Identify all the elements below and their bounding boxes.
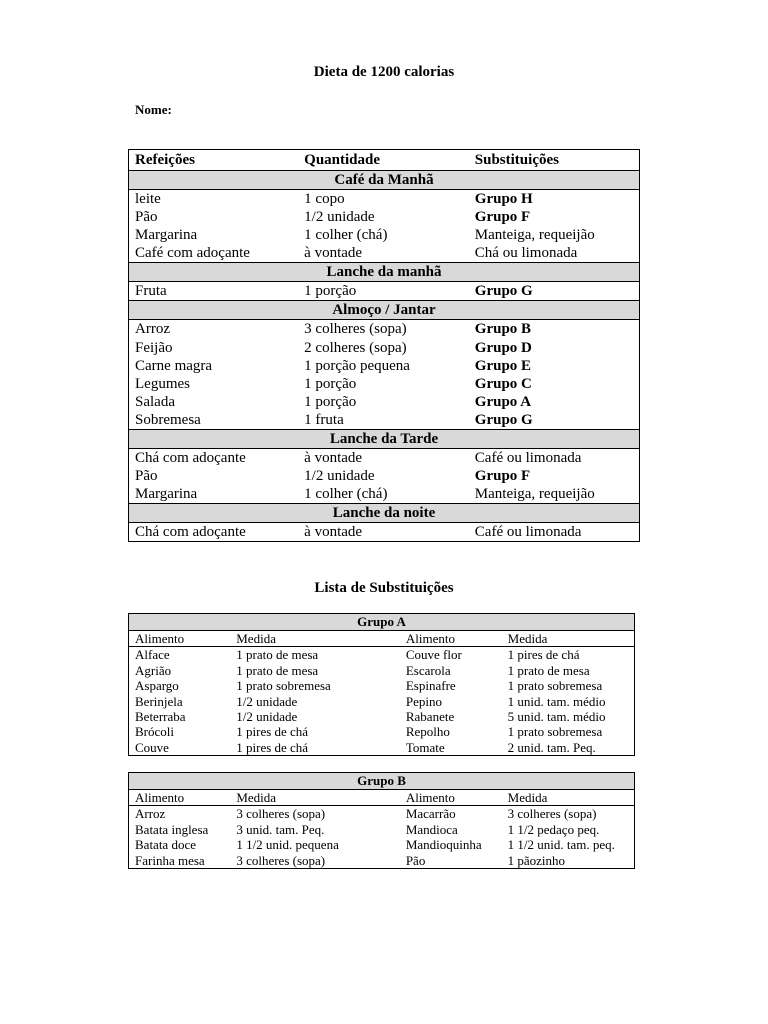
food-cell: Mandioca xyxy=(405,821,458,837)
food-cell: Farinha mesa xyxy=(135,852,205,868)
measure-cell: 1 pires de chá xyxy=(236,724,309,740)
measure-cell: 3 colheres (sopa) xyxy=(236,806,326,822)
meal-section-title: Lanche da manhã xyxy=(129,263,640,282)
quantity-cell: 1 porção xyxy=(304,375,357,392)
food-header: Alimento xyxy=(400,790,502,806)
quantity-cell: 2 colheres (sopa) xyxy=(304,339,407,356)
food-cell: Arroz xyxy=(135,321,170,338)
quantity-cell: 3 colheres (sopa) xyxy=(304,321,407,338)
food-cell: Margarina xyxy=(135,486,198,503)
food-cell: Café com adoçante xyxy=(135,245,250,262)
meal-section-title: Lanche da noite xyxy=(129,504,640,523)
table-row xyxy=(129,226,640,244)
food-cell: Fruta xyxy=(135,283,167,300)
food-cell: Salada xyxy=(135,393,175,410)
food-cell: Batata inglesa xyxy=(135,821,209,837)
meal-section-header xyxy=(129,171,640,190)
food-header: Alimento xyxy=(400,631,502,647)
diet-header-row xyxy=(129,150,640,171)
table-row xyxy=(129,837,635,852)
food-cell: Brócoli xyxy=(135,724,174,740)
food-cell: Legumes xyxy=(135,375,190,392)
measure-header: Medida xyxy=(502,631,635,647)
food-cell: leite xyxy=(135,191,161,207)
substitution-cell: Grupo A xyxy=(474,393,532,410)
food-header: Alimento xyxy=(129,631,231,647)
table-row xyxy=(129,724,635,739)
food-cell: Escarola xyxy=(405,662,451,678)
food-cell: Pão xyxy=(135,468,158,485)
substitution-cell: Café ou limonada xyxy=(474,450,582,467)
table-row xyxy=(129,244,640,263)
substitution-cell: Manteiga, requeijão xyxy=(474,227,595,244)
meal-header: Refeições xyxy=(135,152,195,168)
substitution-cell: Chá ou limonada xyxy=(474,245,578,262)
substitution-cell: Grupo G xyxy=(474,283,533,300)
measure-header: Medida xyxy=(230,790,400,806)
table-row xyxy=(129,357,640,375)
measure-cell: 2 unid. tam. Peq. xyxy=(507,739,596,755)
food-cell: Repolho xyxy=(405,724,450,740)
meal-section-title: Café da Manhã xyxy=(129,171,640,190)
food-cell: Batata doce xyxy=(135,837,196,853)
group-a-table xyxy=(128,613,635,756)
table-row xyxy=(129,709,635,724)
substitution-list-title: Lista de Substituições xyxy=(314,580,454,596)
substitution-cell: Grupo C xyxy=(474,375,532,392)
food-cell: Alface xyxy=(135,647,170,663)
table-row xyxy=(129,467,640,485)
measure-cell: 1 prato de mesa xyxy=(236,662,319,678)
measure-header: Medida xyxy=(230,631,400,647)
food-cell: Pepino xyxy=(405,693,442,709)
group-b-table xyxy=(128,772,635,869)
substitution-cell: Café ou limonada xyxy=(474,524,582,541)
food-cell: Mandioquinha xyxy=(405,837,482,853)
measure-cell: 1 prato sobremesa xyxy=(507,724,603,740)
substitution-cell: Grupo F xyxy=(474,209,531,226)
table-row xyxy=(129,822,635,837)
diet-table xyxy=(128,149,640,542)
quantity-cell: 1 porção xyxy=(304,283,357,300)
table-row xyxy=(129,647,635,663)
food-cell: Espinafre xyxy=(405,678,456,694)
meal-section-header xyxy=(129,504,640,523)
quantity-cell: 1/2 unidade xyxy=(304,468,375,485)
substitution-cell: Manteiga, requeijão xyxy=(474,486,595,503)
food-cell: Pão xyxy=(135,209,158,226)
measure-cell: 3 unid. tam. Peq. xyxy=(236,821,325,837)
food-cell: Pão xyxy=(405,852,426,868)
quantity-cell: 1 colher (chá) xyxy=(304,486,388,503)
measure-cell: 1 prato de mesa xyxy=(236,647,319,663)
food-cell: Margarina xyxy=(135,227,198,244)
table-row xyxy=(129,282,640,301)
meal-section-header xyxy=(129,430,640,449)
group-column-header-row xyxy=(129,631,635,647)
table-row xyxy=(129,694,635,709)
quantity-cell: à vontade xyxy=(304,524,363,541)
food-cell: Sobremesa xyxy=(135,411,201,428)
group-title: Grupo B xyxy=(129,773,635,790)
food-cell: Couve flor xyxy=(405,647,462,663)
food-cell: Carne magra xyxy=(135,357,213,374)
food-cell: Arroz xyxy=(135,806,166,822)
table-row xyxy=(129,190,640,209)
table-row xyxy=(129,339,640,357)
food-cell: Chá com adoçante xyxy=(135,450,246,467)
meal-section-header xyxy=(129,301,640,320)
table-row xyxy=(129,853,635,869)
food-cell: Aspargo xyxy=(135,678,179,694)
measure-cell: 1/2 unidade xyxy=(236,693,298,709)
name-label: Nome: xyxy=(135,102,172,117)
table-row xyxy=(129,485,640,504)
group-title-row xyxy=(129,614,635,631)
substitution-cell: Grupo H xyxy=(474,191,533,207)
table-row xyxy=(129,393,640,411)
measure-header: Medida xyxy=(502,790,635,806)
table-row xyxy=(129,449,640,468)
table-row xyxy=(129,320,640,339)
measure-cell: 1 1/2 unid. tam. peq. xyxy=(507,837,615,853)
table-row xyxy=(129,375,640,393)
measure-cell: 1 prato sobremesa xyxy=(236,678,331,694)
food-cell: Berinjela xyxy=(135,693,183,709)
group-title: Grupo A xyxy=(129,614,635,631)
measure-cell: 1 prato de mesa xyxy=(507,662,590,678)
group-column-header-row xyxy=(129,790,635,806)
measure-cell: 1 pãozinho xyxy=(507,852,566,868)
substitution-cell: Grupo F xyxy=(474,468,531,485)
quantity-cell: 1 colher (chá) xyxy=(304,227,388,244)
food-cell: Agrião xyxy=(135,662,172,678)
substitution-header: Substituições xyxy=(474,152,559,168)
table-row xyxy=(129,208,640,226)
food-cell: Macarrão xyxy=(405,806,456,822)
food-cell: Beterraba xyxy=(135,709,186,725)
measure-cell: 1 prato sobremesa xyxy=(507,678,603,694)
food-cell: Feijão xyxy=(135,339,173,356)
document-title: Dieta de 1200 calorias xyxy=(313,64,455,80)
quantity-cell: 1 porção pequena xyxy=(304,357,410,374)
substitution-cell: Grupo D xyxy=(474,339,532,356)
substitution-cell: Grupo B xyxy=(474,321,532,338)
meal-section-title: Lanche da Tarde xyxy=(129,430,640,449)
food-cell: Tomate xyxy=(405,739,445,755)
quantity-header: Quantidade xyxy=(304,152,381,168)
substitution-cell: Grupo E xyxy=(474,357,532,374)
quantity-cell: à vontade xyxy=(304,450,363,467)
measure-cell: 1 pires de chá xyxy=(236,739,309,755)
table-row xyxy=(129,663,635,678)
table-row xyxy=(129,678,635,693)
food-header: Alimento xyxy=(129,790,231,806)
measure-cell: 1/2 unidade xyxy=(236,709,298,725)
meal-section-title: Almoço / Jantar xyxy=(129,301,640,320)
table-row xyxy=(129,806,635,822)
substitution-cell: Grupo G xyxy=(474,411,533,428)
quantity-cell: 1 fruta xyxy=(304,411,344,428)
measure-cell: 1 pires de chá xyxy=(507,647,580,663)
table-row xyxy=(129,740,635,756)
quantity-cell: 1/2 unidade xyxy=(304,209,375,226)
group-title-row xyxy=(129,773,635,790)
food-cell: Rabanete xyxy=(405,709,455,725)
quantity-cell: 1 copo xyxy=(304,191,345,207)
measure-cell: 3 colheres (sopa) xyxy=(236,852,326,868)
meal-section-header xyxy=(129,263,640,282)
food-cell: Chá com adoçante xyxy=(135,524,246,541)
measure-cell: 1 1/2 pedaço peq. xyxy=(507,821,600,837)
measure-cell: 1 1/2 unid. pequena xyxy=(236,837,339,853)
table-row xyxy=(129,411,640,430)
measure-cell: 1 unid. tam. médio xyxy=(507,693,606,709)
measure-cell: 5 unid. tam. médio xyxy=(507,709,606,725)
table-row xyxy=(129,523,640,542)
quantity-cell: à vontade xyxy=(304,245,363,262)
measure-cell: 3 colheres (sopa) xyxy=(507,806,597,822)
food-cell: Couve xyxy=(135,739,169,755)
quantity-cell: 1 porção xyxy=(304,393,357,410)
